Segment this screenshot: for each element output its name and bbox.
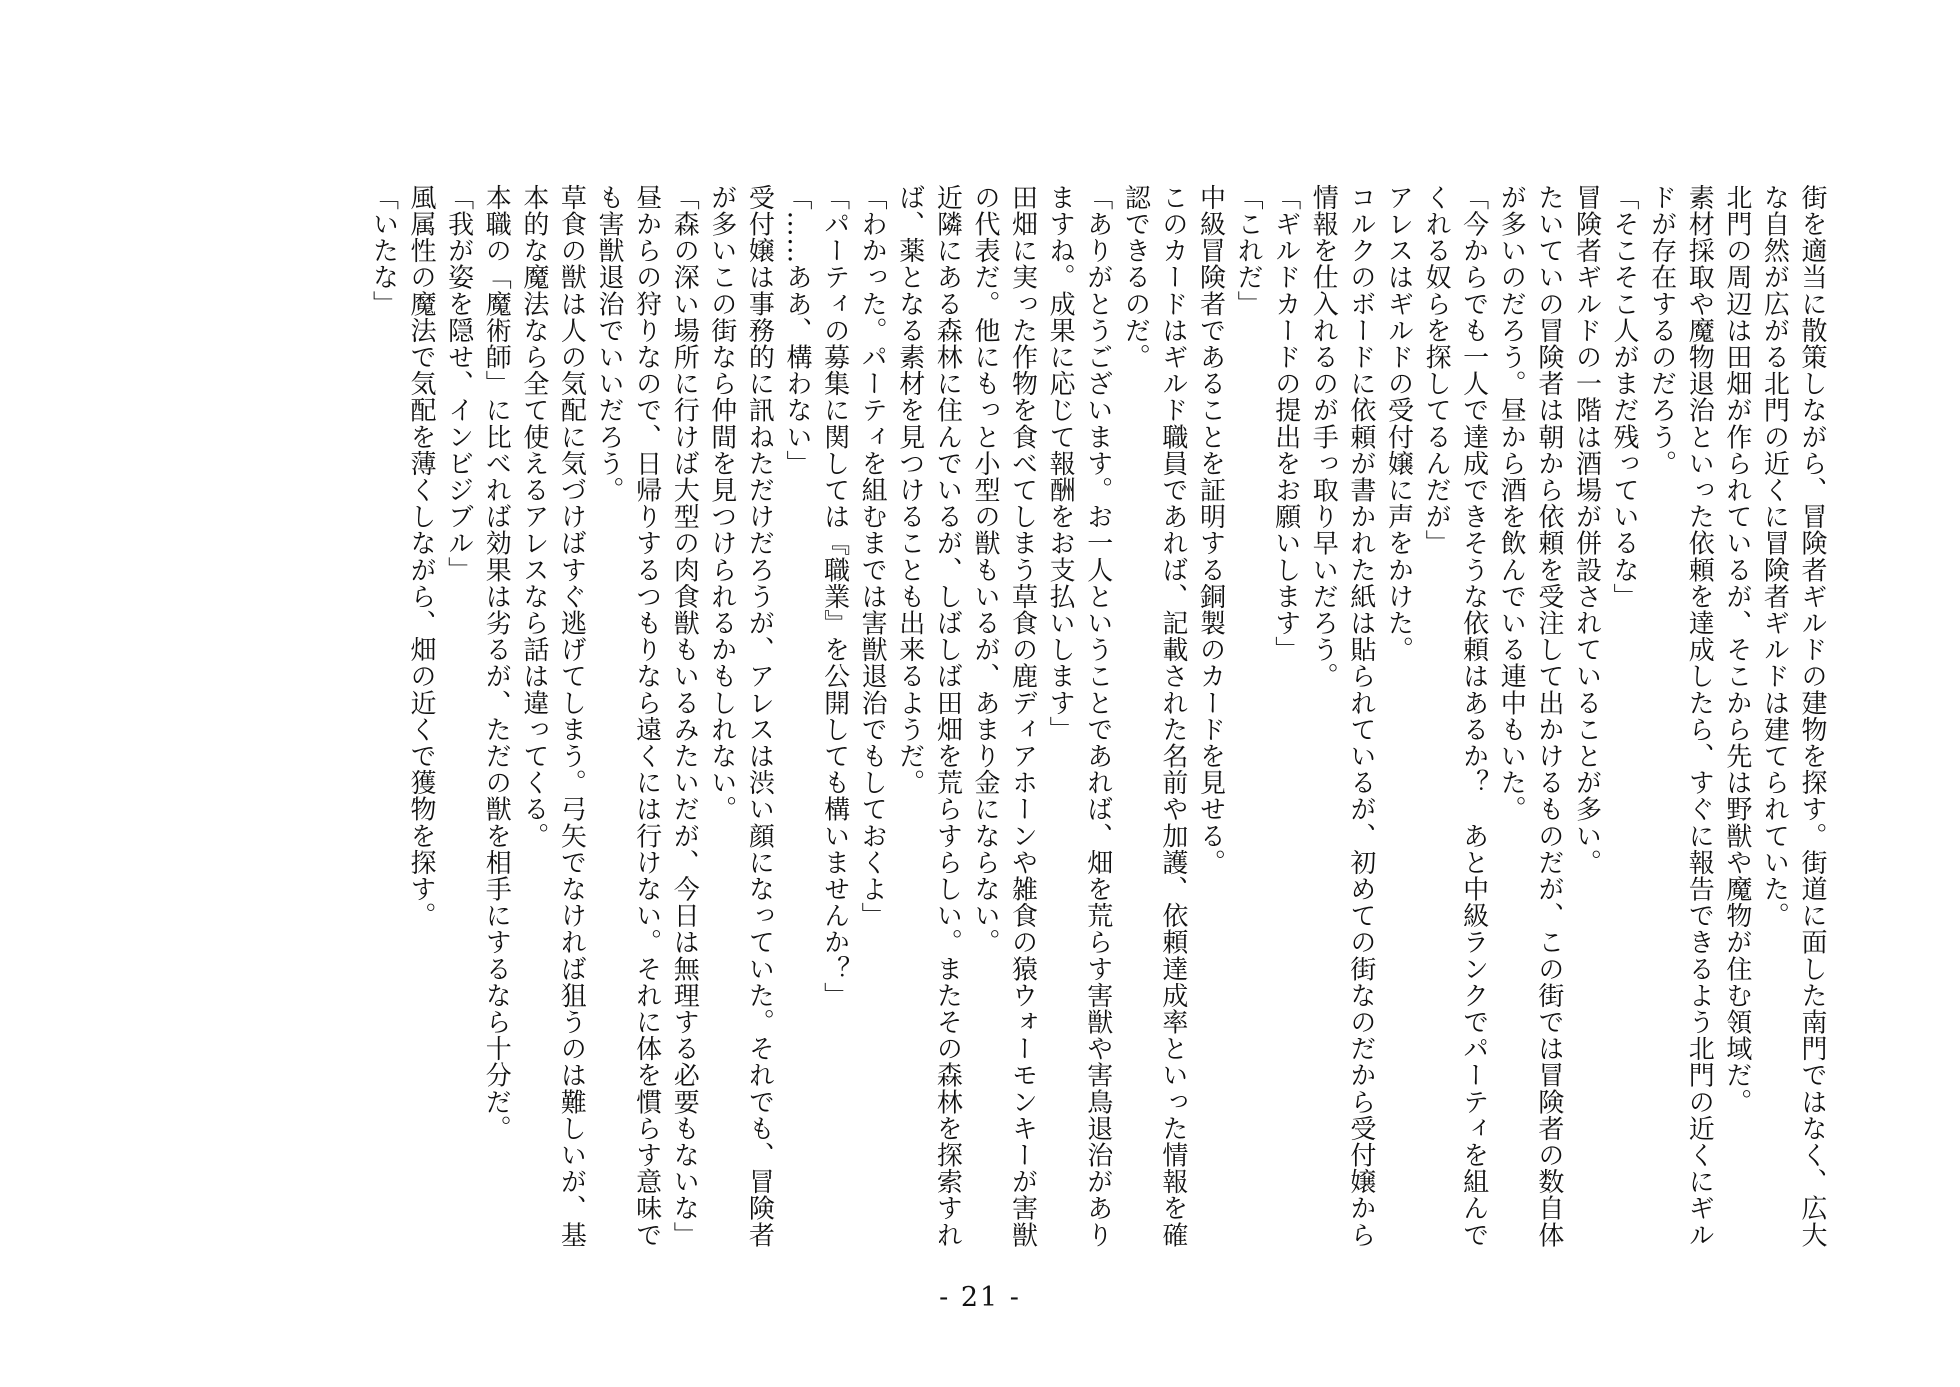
dialogue-line: 「パーティの募集に関しては『職業』を公開しても構いませんか？」 [819, 184, 850, 1009]
paragraph: 近隣にある森林に住んでいるが、しばしば田畑を荒らすらしい。またその森林を探索すれば、薬となる素材を見つけることも出来るようだ。 [894, 184, 963, 1248]
paragraph: 昼からの狩りなので、日帰りするつもりなら遠くには行けない。それに体を慣らす意味でも害獣退治でいいだろう。 [594, 184, 662, 1248]
paragraph: コルクのボードに依頼が書かれた紙は貼られているが、初めての街なのだから受付嬢から情報を仕入れるのが手っ取り早いだろう。 [1308, 184, 1376, 1248]
paragraph: 冒険者ギルドの一階は酒場が併設されていることが多い。 [1571, 184, 1602, 876]
paragraph: たいていの冒険者は朝から依頼を受注して出かけるものだが、この街では冒険者の数自体が多いのだろう。昼から酒を飲んでいる連中もいた。 [1496, 184, 1564, 1248]
dialogue-line: 「これだ」 [1233, 184, 1264, 317]
dialogue-line: 「わかった。パーティを組むまでは害獣退治でもしておくよ」 [857, 184, 888, 929]
paragraph: 中級冒険者であることを証明する銅製のカードを見せる。 [1195, 184, 1226, 876]
dialogue-line: 「いたな」 [368, 184, 399, 317]
paragraph: アレスはギルドの受付嬢に声をかけた。 [1383, 184, 1414, 663]
dialogue-line: 「森の深い場所に行けば大型の肉食獣もいるみたいだが、今日は無理する必要もないな」 [669, 184, 700, 1248]
dialogue-line: 「ありがとうございます。お一人ということであれば、畑を荒らす害獣や害鳥退治がありますね。成果に応じて報酬をお支払いします」 [1045, 184, 1113, 1248]
paragraph: 草食の獣は人の気配に気づけばすぐ逃げてしまう。弓矢でなければ狙うのは難しいが、基本的な魔法なら全て使えるアレスなら話は違ってくる。 [518, 184, 587, 1248]
paragraph: 風属性の魔法で気配を薄くしながら、畑の近くで獲物を探す。 [406, 184, 437, 929]
page-number: - 21 - [939, 1282, 1021, 1313]
dialogue-line: 「我が姿を隠せ、インビジブル」 [443, 184, 474, 583]
paragraph: 本職の「魔術師」に比べれば効果は劣るが、ただの獣を相手にするなら十分だ。 [481, 184, 512, 1142]
dialogue-line: 「今からでも一人で達成できそうな依頼はあるか？ あと中級ランクでパーティを組んでくれる奴らを探してるんだが」 [1421, 184, 1489, 1248]
paragraph: 受付嬢は事務的に訊ねただけだろうが、アレスは渋い顔になっていた。それでも、冒険者が多いこの街なら仲間を見つけられるかもしれない。 [706, 184, 775, 1248]
paragraph: 北門の周辺は田畑が作られているが、そこから先は野獣や魔物が住む領域だ。 [1721, 184, 1752, 1115]
paragraph: 素材採取や魔物退治といった依頼を達成したら、すぐに報告できるよう北門の近くにギルドが存在するのだろう。 [1646, 184, 1715, 1248]
dialogue-line: 「そこそこ人がまだ残っているな」 [1609, 184, 1640, 610]
page-body-text [160, 184, 1830, 1264]
paragraph: このカードはギルド職員であれば、記載された名前や加護、依頼達成率といった情報を確認できるのだ。 [1120, 184, 1188, 1248]
dialogue-line: 「ギルドカードの提出をお願いします」 [1270, 184, 1301, 663]
dialogue-line: 「……ああ、構わない」 [781, 184, 812, 477]
paragraph: 田畑に実った作物を食べてしまう草食の鹿ディアホーンや雑食の猿ウォーモンキーが害獣の代表だ。他にもっと小型の獣もいるが、あまり金にならない。 [969, 184, 1038, 1248]
paragraph: 街を適当に散策しながら、冒険者ギルドの建物を探す。街道に面した南門ではなく、広大な自然が広がる北門の近くに冒険者ギルドは建てられていた。 [1759, 184, 1827, 1248]
